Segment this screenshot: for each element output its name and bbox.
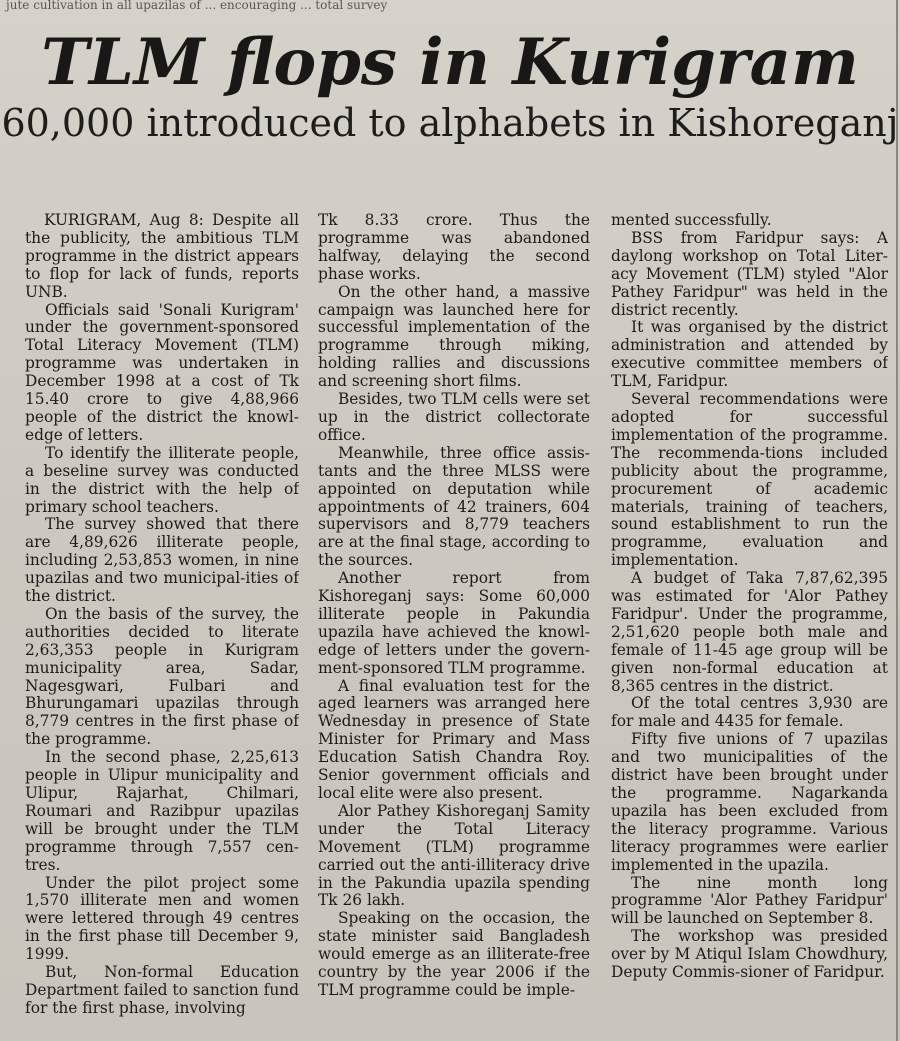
paragraph: To identify the illiterate people, a beseline survey was conducted in the district with the help of primary school teachers. bbox=[25, 443, 299, 516]
article-column-1 bbox=[25, 212, 299, 1030]
paragraph: A budget of Taka 7,87,62,395 was estimated for 'Alor Pathey Faridpur'. Under the programme, 2,51,620 people both male and female of 11-45 age group will be given non-formal education at 8,365 centres in the district. bbox=[611, 569, 888, 695]
previous-article-fragment: jute cultivation in all upazilas of ... encouraging ... total survey bbox=[6, 0, 388, 12]
paragraph: Alor Pathey Kishoreganj Samity under the Total Literacy Movement (TLM) programme carried out the anti-illiteracy drive in the Pakundia upazila spending Tk 26 lakh. bbox=[318, 801, 590, 910]
paragraph: mented successfully. bbox=[611, 212, 772, 229]
paragraph: But, Non-formal Education Department failed to sanction fund for the first phase, involving bbox=[25, 963, 299, 1017]
paragraph: On the other hand, a massive campaign was launched here for successful implementation of the programme through miking, holding rallies and discussions and screening short films. bbox=[318, 282, 590, 391]
subheadline: 60,000 introduced to alphabets in Kishoreganj bbox=[1, 101, 899, 145]
paragraph: The survey showed that there are 4,89,626 illiterate people, including 2,53,853 women, in nine upazilas and two municipal-ities of the district. bbox=[25, 515, 299, 606]
article-column-2 bbox=[318, 212, 590, 1030]
paragraph: Speaking on the occasion, the state minister said Bangladesh would emerge as an illiterate-free country by the year 2006 if the TLM programme could be imple- bbox=[318, 909, 590, 999]
paragraph: The workshop was presided over by M Atiqul Islam Chowdhury, Deputy Commis-sioner of Faridpur. bbox=[611, 927, 888, 982]
paragraph: Officials said 'Sonali Kurigram' under the government-sponsored Total Literacy Movement (TLM) programme was undertaken in December 1998 at a cost of Tk 15.40 crore to give 4,88,966 people of the district the knowl-edge of letters. bbox=[25, 300, 299, 444]
headline: TLM flops in Kurigram bbox=[41, 25, 859, 100]
paragraph: Under the pilot project some 1,570 illiterate men and women were lettered through 49 centres in the first phase till December 9, 1999. bbox=[25, 873, 299, 964]
paragraph: Tk 8.33 crore. Thus the programme was abandoned halfway, delaying the second phase works. bbox=[318, 212, 590, 283]
paragraph: Another report from Kishoreganj says: Some 60,000 illiterate people in Pakundia upazila have achieved the knowl-edge of letters under the govern-ment-sponsored TLM programme. bbox=[318, 569, 590, 677]
paragraph: In the second phase, 2,25,613 people in Ulipur municipality and Ulipur, Rajarhat, Chilmari, Roumari and Razibpur upazilas will be brought under the TLM programme through 7,557 cen-tres. bbox=[25, 748, 299, 874]
article-column-3 bbox=[611, 212, 888, 1030]
paragraph: Of the total centres 3,930 are for male and 4435 for female. bbox=[611, 694, 888, 731]
paragraph: KURIGRAM, Aug 8: Despite all the publicity, the ambitious TLM programme in the district appears to flop for lack of funds, reports UNB. bbox=[25, 212, 299, 301]
column-rule bbox=[896, 0, 898, 1041]
paragraph: On the basis of the survey, the authorities decided to literate 2,63,353 people in Kurigram municipality area, Sadar, Nagesgwari, Fulbari and Bhurungamari upazilas through 8,779 centres in the first phase of the programme. bbox=[25, 604, 299, 749]
paragraph: BSS from Faridpur says: A daylong workshop on Total Liter-acy Movement (TLM) styled "Alor Pathey Faridpur" was held in the district recently. bbox=[611, 228, 888, 319]
paragraph: A final evaluation test for the aged learners was arranged here Wednesday in presence of State Minister for Primary and Mass Education Satish Chandra Roy. Senior government officials and local elite were also present. bbox=[318, 676, 590, 802]
paragraph: Meanwhile, three office assis-tants and the three MLSS were appointed on deputation while appointments of 42 trainers, 604 supervisors and 8,779 teachers are at the final stage, according to the sources. bbox=[318, 443, 590, 570]
paragraph: The nine month long programme 'Alor Pathey Faridpur' will be launched on September 8. bbox=[611, 873, 888, 928]
paragraph: Several recommendations were adopted for successful implementation of the programme. The recommenda-tions included publicity about the programme, procurement of academic materials, training of teachers, sound establishment to run the programme, evaluation and implementation. bbox=[611, 390, 888, 570]
paragraph: Fifty five unions of 7 upazilas and two municipalities of the district have been brought under the programme. Nagarkanda upazila has been excluded from the literacy programme. Various literacy programmes were earlier implemented in the upazila. bbox=[611, 730, 888, 874]
paragraph: Besides, two TLM cells were set up in the district collectorate office. bbox=[318, 390, 590, 444]
paragraph: It was organised by the district administration and attended by executive committee members of TLM, Faridpur. bbox=[611, 318, 888, 391]
